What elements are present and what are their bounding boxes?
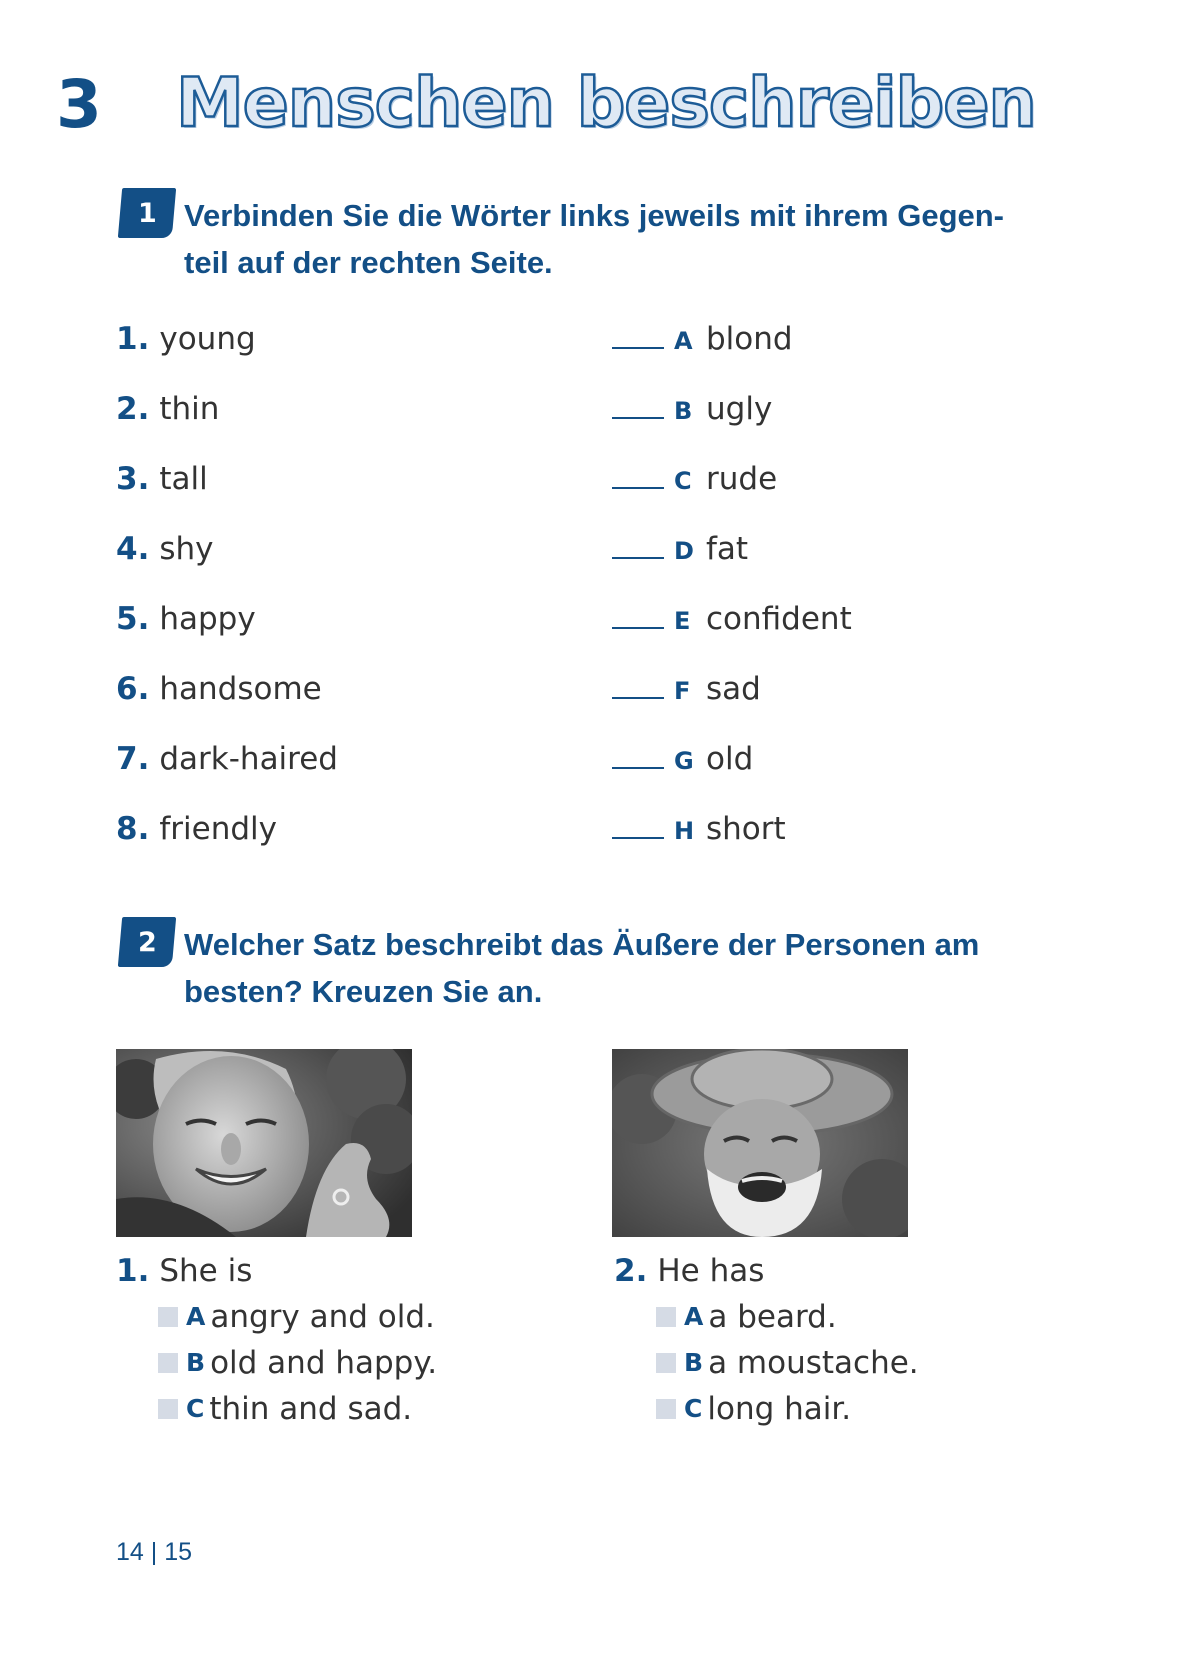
item-word: friendly bbox=[159, 811, 277, 847]
exercise-1-instruction-line-2: teil auf der rechten Seite. bbox=[184, 245, 553, 280]
item-letter: G bbox=[674, 747, 694, 775]
answer-blank[interactable] bbox=[612, 697, 664, 699]
item-word: old bbox=[706, 741, 754, 777]
exercise-2-badge bbox=[118, 917, 176, 967]
item-number: 3. bbox=[116, 461, 150, 497]
answer-blank[interactable] bbox=[612, 417, 664, 419]
left-item bbox=[116, 389, 219, 429]
answer-blank[interactable] bbox=[612, 627, 664, 629]
photo-bearded-man bbox=[612, 1049, 908, 1237]
answer-blank[interactable] bbox=[612, 837, 664, 839]
option-1b[interactable] bbox=[158, 1343, 437, 1383]
photo-laughing-woman-image bbox=[116, 1049, 412, 1237]
left-item bbox=[116, 319, 256, 359]
option-text: old and happy. bbox=[210, 1345, 438, 1381]
item-letter: B bbox=[674, 397, 693, 425]
option-text: a moustache. bbox=[708, 1345, 919, 1381]
right-item bbox=[612, 529, 748, 571]
right-item bbox=[612, 389, 772, 431]
question-number: 1. bbox=[116, 1253, 150, 1289]
exercise-1-instruction-line-1: Verbinden Sie die Wörter links jeweils mit ihrem Gegen- bbox=[184, 198, 1005, 233]
option-letter: B bbox=[186, 1348, 206, 1377]
answer-blank[interactable] bbox=[612, 557, 664, 559]
option-2b[interactable] bbox=[656, 1343, 919, 1383]
item-word: happy bbox=[159, 601, 256, 637]
item-word: blond bbox=[706, 321, 793, 357]
option-letter: A bbox=[684, 1302, 704, 1331]
right-item bbox=[612, 739, 753, 781]
item-number: 8. bbox=[116, 811, 150, 847]
left-item bbox=[116, 669, 322, 709]
right-item bbox=[612, 599, 852, 641]
right-item bbox=[612, 459, 777, 501]
answer-blank[interactable] bbox=[612, 487, 664, 489]
checkbox[interactable] bbox=[656, 1353, 676, 1373]
item-word: tall bbox=[159, 461, 208, 497]
item-word: handsome bbox=[159, 671, 322, 707]
question-stem: She is bbox=[159, 1253, 253, 1289]
item-word: shy bbox=[159, 531, 214, 567]
right-item bbox=[612, 319, 793, 361]
item-number: 6. bbox=[116, 671, 150, 707]
exercise-1-badge-number: 1 bbox=[137, 197, 157, 229]
option-letter: A bbox=[186, 1302, 206, 1331]
chapter-number: 3 bbox=[56, 66, 102, 143]
item-letter: C bbox=[674, 467, 692, 495]
photo-bearded-man-image bbox=[612, 1049, 908, 1237]
item-letter: A bbox=[674, 327, 693, 355]
item-word: dark-haired bbox=[159, 741, 338, 777]
item-word: rude bbox=[706, 461, 778, 497]
option-2a[interactable] bbox=[656, 1297, 837, 1337]
option-letter: B bbox=[684, 1348, 704, 1377]
checkbox[interactable] bbox=[656, 1399, 676, 1419]
answer-blank[interactable] bbox=[612, 347, 664, 349]
answer-blank[interactable] bbox=[612, 767, 664, 769]
exercise-1-badge bbox=[118, 188, 176, 238]
exercise-2-badge-number: 2 bbox=[137, 926, 157, 958]
item-number: 7. bbox=[116, 741, 150, 777]
exercise-2-instruction-line-2: besten? Kreuzen Sie an. bbox=[184, 974, 543, 1009]
item-word: ugly bbox=[706, 391, 773, 427]
item-number: 4. bbox=[116, 531, 150, 567]
option-letter: C bbox=[186, 1394, 205, 1423]
option-1c[interactable] bbox=[158, 1389, 412, 1429]
left-item bbox=[116, 809, 277, 849]
chapter-title: Menschen beschreiben bbox=[176, 64, 1036, 143]
option-letter: C bbox=[684, 1394, 703, 1423]
question-2 bbox=[614, 1251, 764, 1291]
item-letter: E bbox=[674, 607, 691, 635]
option-1a[interactable] bbox=[158, 1297, 435, 1337]
checkbox[interactable] bbox=[656, 1307, 676, 1327]
exercise-2-instruction-line-1: Welcher Satz beschreibt das Äußere der Personen am bbox=[184, 927, 980, 962]
right-item bbox=[612, 669, 761, 711]
item-word: young bbox=[159, 321, 256, 357]
checkbox[interactable] bbox=[158, 1307, 178, 1327]
item-letter: F bbox=[674, 677, 691, 705]
question-number: 2. bbox=[614, 1253, 648, 1289]
exercise-1-instruction bbox=[184, 192, 1064, 286]
page-numbers: 14 | 15 bbox=[116, 1538, 193, 1566]
option-text: angry and old. bbox=[210, 1299, 435, 1335]
left-item bbox=[116, 739, 338, 779]
item-number: 2. bbox=[116, 391, 150, 427]
checkbox[interactable] bbox=[158, 1399, 178, 1419]
exercise-2-instruction bbox=[184, 921, 1064, 1015]
option-text: long hair. bbox=[707, 1391, 852, 1427]
option-2c[interactable] bbox=[656, 1389, 851, 1429]
question-stem: He has bbox=[657, 1253, 765, 1289]
option-text: thin and sad. bbox=[209, 1391, 413, 1427]
right-item bbox=[612, 809, 786, 851]
left-item bbox=[116, 599, 256, 639]
option-text: a beard. bbox=[708, 1299, 837, 1335]
item-letter: H bbox=[674, 817, 695, 845]
item-number: 5. bbox=[116, 601, 150, 637]
item-word: sad bbox=[706, 671, 761, 707]
left-item bbox=[116, 529, 214, 569]
photo-laughing-woman bbox=[116, 1049, 412, 1237]
left-item bbox=[116, 459, 208, 499]
item-word: confident bbox=[706, 601, 852, 637]
item-number: 1. bbox=[116, 321, 150, 357]
item-word: short bbox=[706, 811, 786, 847]
item-word: thin bbox=[159, 391, 220, 427]
checkbox[interactable] bbox=[158, 1353, 178, 1373]
item-word: fat bbox=[706, 531, 749, 567]
question-1 bbox=[116, 1251, 252, 1291]
item-letter: D bbox=[674, 537, 694, 565]
